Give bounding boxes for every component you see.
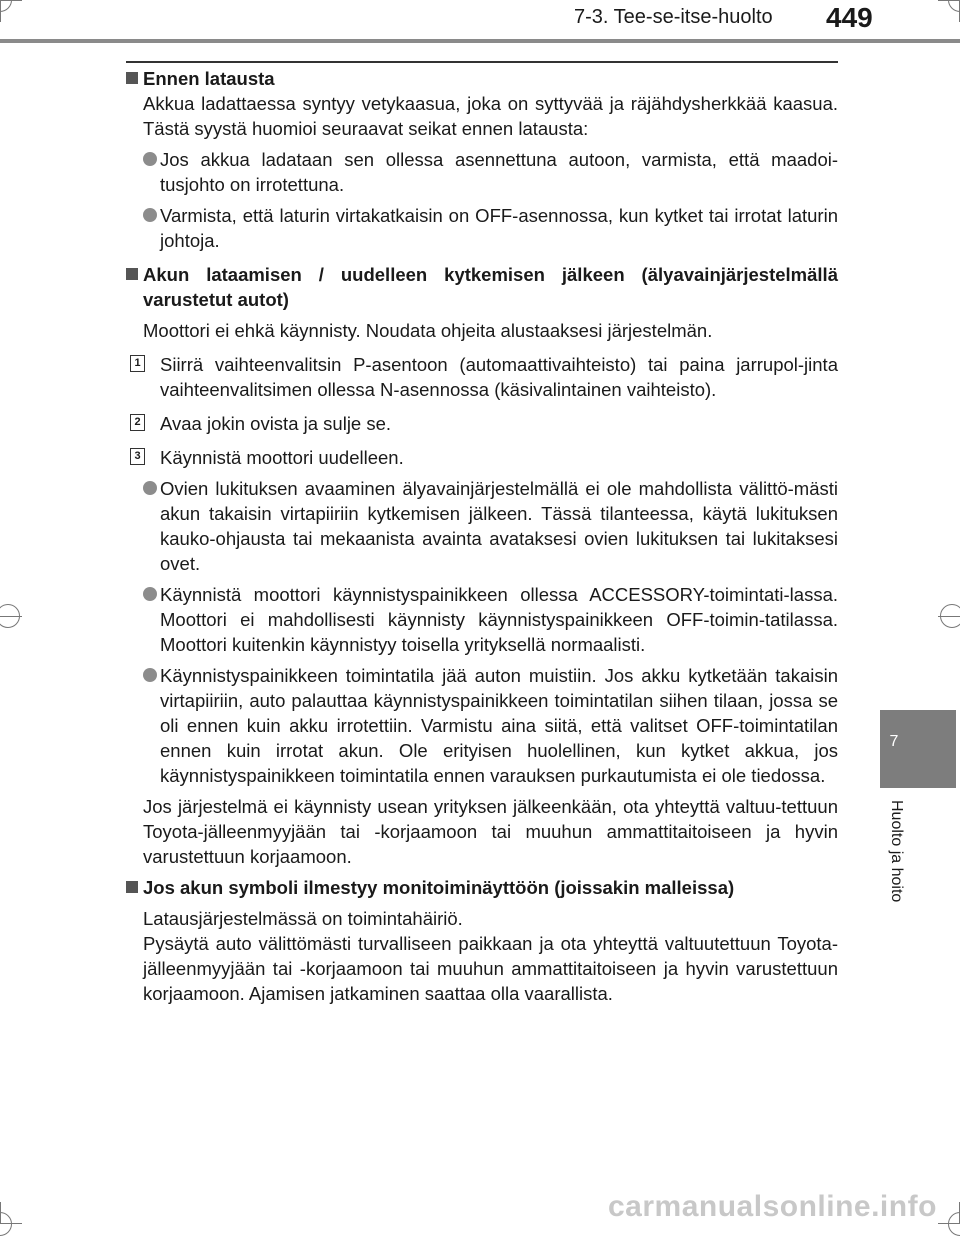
list-item: Ovien lukituksen avaaminen älyavainjärjestelmällä ei ole mahdollista välittö-mästi akun takaisin virtapiiriin kytkemisen jälkeen. Tässä tilanteessa, käytä lukituksen kauko-ohjausta tai mekaanista avainta avataksesi ovien lukituksen tai lukitaksesi ovet. xyxy=(143,476,838,576)
step-number: 1 xyxy=(130,355,145,372)
battery-symbol-line1: Latausjärjestelmässä on toimintahäiriö. xyxy=(143,908,463,929)
after-charging-outro: Jos järjestelmä ei käynnisty usean yrityksen jälkeenkään, ota yhteyttä valtuu-tettuun Toyota-jälleenmyyjään tai -korjaamoon tai muuhun ammattitaitoiseen ja hyvin varustettuun korjaamoon. xyxy=(143,796,838,867)
step-item: 3 Käynnistä moottori uudelleen. xyxy=(143,445,838,470)
list-item: Varmista, että laturin virtakatkaisin on OFF-asennossa, kun kytket tai irrotat laturin johtoja. xyxy=(143,203,838,253)
watermark: carmanualsonline.info xyxy=(608,1190,937,1223)
bullet-icon xyxy=(143,152,157,166)
heading-battery-symbol: Jos akun symboli ilmestyy monitoiminäyttöön (joissakin malleissa) xyxy=(126,875,838,900)
step-number: 2 xyxy=(130,414,145,431)
bullet-icon xyxy=(143,481,157,495)
section-title: 7-3. Tee-se-itse-huolto xyxy=(574,6,773,28)
list-item: Jos akkua ladataan sen ollessa asennettuna autoon, varmista, että maadoi-tusjohto on irrotettuna. xyxy=(143,147,838,197)
step-item: 1 Siirrä vaihteenvalitsin P-asentoon (automaattivaihteisto) tai paina jarrupol-jinta vaihteenvalitsimen ollessa N-asennossa (käsivalintainen vaihteisto). xyxy=(143,352,838,402)
battery-symbol-line2: Pysäytä auto välittömästi turvalliseen paikkaan ja ota yhteyttä valtuutettuun Toyota-jälleenmyyjään tai -korjaamoon tai muuhun ammattitaitoiseen ja hyvin varustettuun korjaamoon. Ajamisen jatkaminen saattaa olla vaarallista. xyxy=(143,933,838,1004)
chapter-number: 7 xyxy=(889,733,899,750)
page-number: 449 xyxy=(826,2,873,33)
heading-marker-icon xyxy=(126,881,138,893)
bullet-icon xyxy=(143,208,157,222)
chapter-title: Huolto ja hoito xyxy=(888,800,905,903)
heading-before-charging: Ennen latausta xyxy=(126,66,838,91)
before-charging-intro: Akkua ladattaessa syntyy vetykaasua, joka on syttyvää ja räjähdysherkkää kaasua. Tästä syystä huomioi seuraavat seikat ennen latausta: xyxy=(143,93,838,139)
heading-marker-icon xyxy=(126,268,138,280)
header-rule xyxy=(0,39,960,43)
bullet-icon xyxy=(143,587,157,601)
step-item: 2 Avaa jokin ovista ja sulje se. xyxy=(143,411,838,436)
main-content xyxy=(126,66,838,1006)
list-item: Käynnistyspainikkeen toimintatila jää auton muistiin. Jos akku kytketään takaisin virtapiiriin, auto palauttaa käynnistyspainikkeen toimintatilan siihen tilaan, jossa se oli ennen kuin akku irrotettiin. Varmistu aina siitä, että valitset OFF-toimintatilan ennen kuin irrotat akun. Ole erityisen huolellinen, kun kytket akkua, jos käynnistyspainikkeen toimintatila ennen varauksen purkautumista ei ole tiedossa. xyxy=(143,663,838,788)
heading-marker-icon xyxy=(126,72,138,84)
bullet-icon xyxy=(143,668,157,682)
after-charging-intro: Moottori ei ehkä käynnisty. Noudata ohjeita alustaaksesi järjestelmän. xyxy=(143,320,713,341)
heading-after-charging: Akun lataamisen / uudelleen kytkemisen jälkeen (älyavainjärjestelmällä varustetut autot) xyxy=(126,262,838,312)
content-top-rule xyxy=(126,61,838,63)
step-number: 3 xyxy=(130,448,145,465)
list-item: Käynnistä moottori käynnistyspainikkeen ollessa ACCESSORY-toimintati-lassa. Moottori ei mahdollisesti käynnisty käynnistyspainikkeen OFF-toimin-tatilassa. Moottori kuitenkin käynnistyy toisella yrityksellä normaalisti. xyxy=(143,582,838,657)
